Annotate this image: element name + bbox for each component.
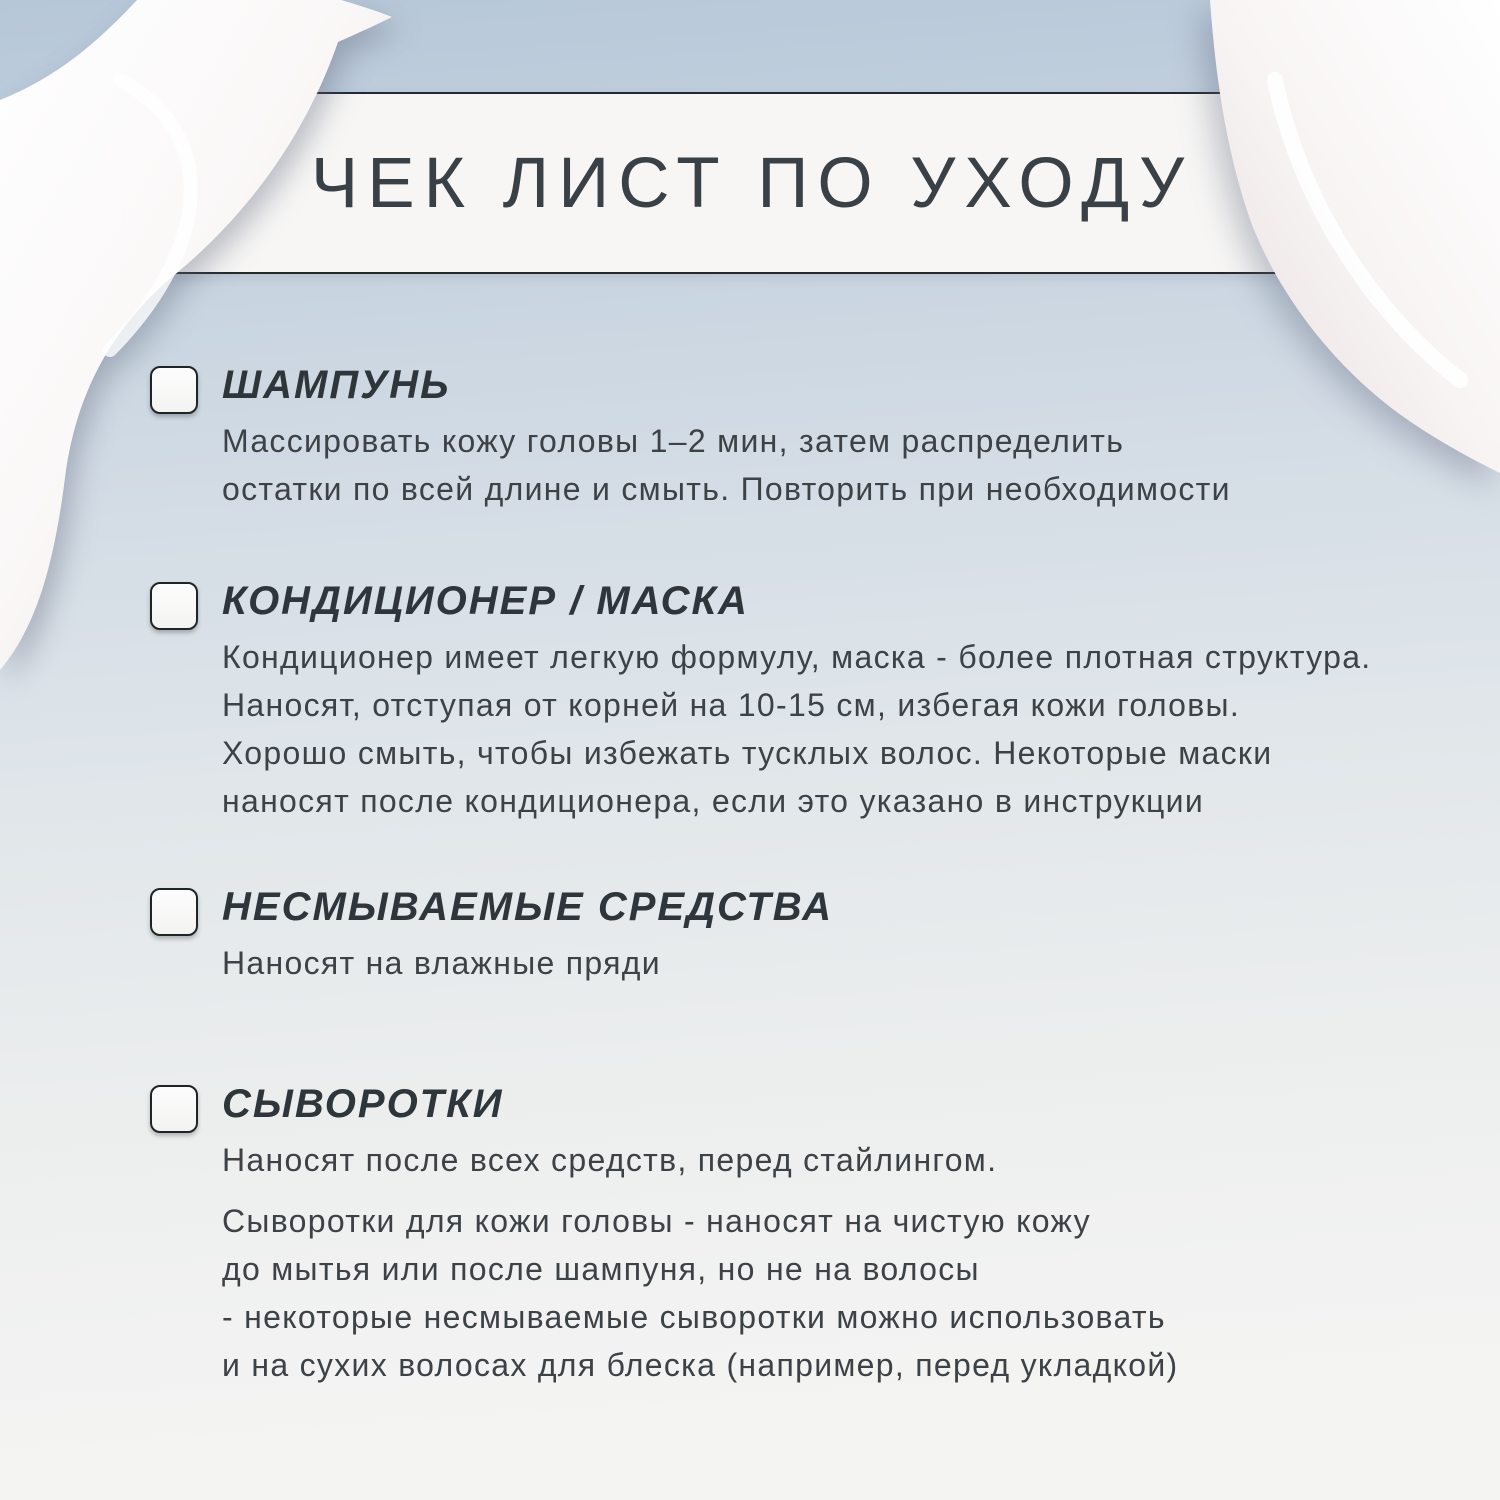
item-desc-line: Наносят на влажные пряди (222, 945, 661, 981)
item-desc-line: - некоторые несмываемые сыворотки можно использовать (222, 1299, 1166, 1335)
item-title: ШАМПУНЬ (222, 363, 451, 407)
item-desc-line: остатки по всей длине и смыть. Повторить при необходимости (222, 471, 1231, 507)
item-desc-line: Кондиционер имеет легкую формулу, маска - более плотная структура. (222, 639, 1372, 675)
cream-smear-top-left-icon (0, 0, 420, 720)
item-desc-line: Хорошо смыть, чтобы избежать тусклых волос. Некоторые маски (222, 735, 1273, 771)
item-title: КОНДИЦИОНЕР / МАСКА (222, 579, 749, 623)
cream-swoosh-top-right-icon (1180, 0, 1500, 520)
page-title: ЧЕК ЛИСТ ПО УХОДУ (310, 143, 1194, 223)
item-title: СЫВОРОТКИ (222, 1082, 504, 1126)
checklist-item-serums (150, 1081, 1410, 1389)
checkbox-serums[interactable] (150, 1085, 198, 1133)
item-desc-line: Наносят, отступая от корней на 10-15 см, избегая кожи головы. (222, 687, 1241, 723)
item-desc-line: и на сухих волосах для блеска (например, перед укладкой) (222, 1347, 1179, 1383)
item-desc-line: до мытья или после шампуня, но не на волосы (222, 1251, 980, 1287)
checkbox-leave-in-products[interactable] (150, 888, 198, 936)
item-desc-line: Наносят после всех средств, перед стайлингом. (222, 1142, 998, 1178)
item-desc-line: наносят после кондиционера, если это указано в инструкции (222, 783, 1205, 819)
item-desc-line: Сыворотки для кожи головы - наносят на чистую кожу (222, 1203, 1091, 1239)
item-title: НЕСМЫВАЕМЫЕ СРЕДСТВА (222, 885, 833, 929)
item-desc-line: Массировать кожу головы 1–2 мин, затем распределить (222, 423, 1125, 459)
checklist-item-leave-in-products (150, 884, 1410, 987)
